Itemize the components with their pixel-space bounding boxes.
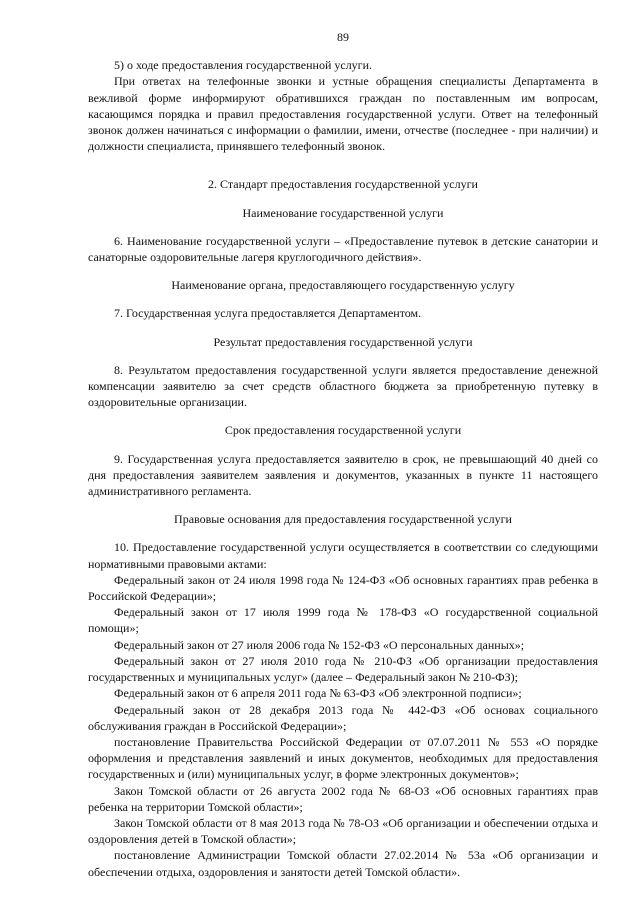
- paragraph-10: 10. Предоставление государственной услуги осуществляется в соответствии со следующими нормативными правовыми актами:: [88, 540, 598, 571]
- intro-item-5: 5) о ходе предоставления государственной услуги.: [114, 58, 373, 73]
- paragraph-8: 8. Результатом предоставления государственной услуги является предоставление денежной компенсации заявителю за счет средств областного бюджета за приобретенную путевку в оздоровительные организации.: [88, 362, 598, 410]
- legal-act-item: Федеральный закон от 6 апреля 2011 года № 63-ФЗ «Об электронной подписи»;: [114, 686, 522, 701]
- heading-organ: Наименование органа, предоставляющего государственную услугу: [171, 278, 515, 293]
- heading-legal-basis: Правовые основания для предоставления государственной услуги: [174, 512, 512, 527]
- heading-result: Результат предоставления государственной услуги: [213, 334, 473, 349]
- legal-act-item: постановление Правительства Российской Федерации от 07.07.2011 № 553 «О порядке оформления и представления заявлений и иных документов, необходимых для предоставления государственных и (или) муниципальных услуг, в форме электронных документов»;: [88, 734, 598, 782]
- paragraph-6: 6. Наименование государственной услуги – «Предоставление путевок в детские санатории и санаторные оздоровительные лагеря круглогодичного действия».: [88, 233, 598, 265]
- legal-act-item: Федеральный закон от 24 июля 1998 года № 124-ФЗ «Об основных гарантиях прав ребенка в Российской Федерации»;: [88, 572, 598, 604]
- legal-act-item: постановление Администрации Томской области 27.02.2014 № 53а «Об организации и обеспечении отдыха, оздоровления и занятости детей Томской области».: [88, 848, 598, 879]
- legal-act-item: Федеральный закон от 28 декабря 2013 года № 442-ФЗ «Об основах социального обслуживания граждан в Российской Федерации»;: [88, 702, 598, 733]
- page-number: 89: [337, 30, 349, 44]
- paragraph-7: 7. Государственная услуга предоставляется Департаментом.: [114, 306, 422, 321]
- section-2-title: 2. Стандарт предоставления государственной услуги: [208, 177, 478, 192]
- heading-service-name: Наименование государственной услуги: [242, 205, 444, 220]
- heading-term: Срок предоставления государственной услуги: [224, 423, 462, 438]
- legal-act-item: Федеральный закон от 27 июля 2010 года № 210-ФЗ «Об организации предоставления государственных и муниципальных услуг» (далее – Федеральный закон № 210-ФЗ);: [88, 653, 598, 685]
- legal-act-item: Закон Томской области от 8 мая 2013 года № 78-ОЗ «Об организации и обеспечении отдыха и оздоровления детей в Томской области»;: [88, 815, 598, 847]
- legal-act-item: Закон Томской области от 26 августа 2002 года № 68-ОЗ «Об основных гарантиях прав ребенка на территории Томской области»;: [88, 783, 598, 814]
- phone-rules-paragraph: При ответах на телефонные звонки и устные обращения специалисты Департамента в вежливой форме информируют обратившихся граждан по поставленным им вопросам, касающимся порядка и правил предоставления государственной услуги. Ответ на телефонный звонок должен начинаться с информации о фамилии, имени, отчестве (последнее - при наличии) и должности специалиста, принявшего телефонный звонок.: [88, 74, 598, 154]
- paragraph-9: 9. Государственная услуга предоставляется заявителю в срок, не превышающий 40 дней со дня предоставления заявителем заявления и документов, указанных в пункте 11 настоящего административного регламента.: [88, 451, 598, 499]
- legal-act-item: Федеральный закон от 27 июля 2006 года № 152-ФЗ «О персональных данных»;: [114, 637, 525, 652]
- legal-act-item: Федеральный закон от 17 июля 1999 года № 178-ФЗ «О государственной социальной помощи»;: [88, 605, 598, 636]
